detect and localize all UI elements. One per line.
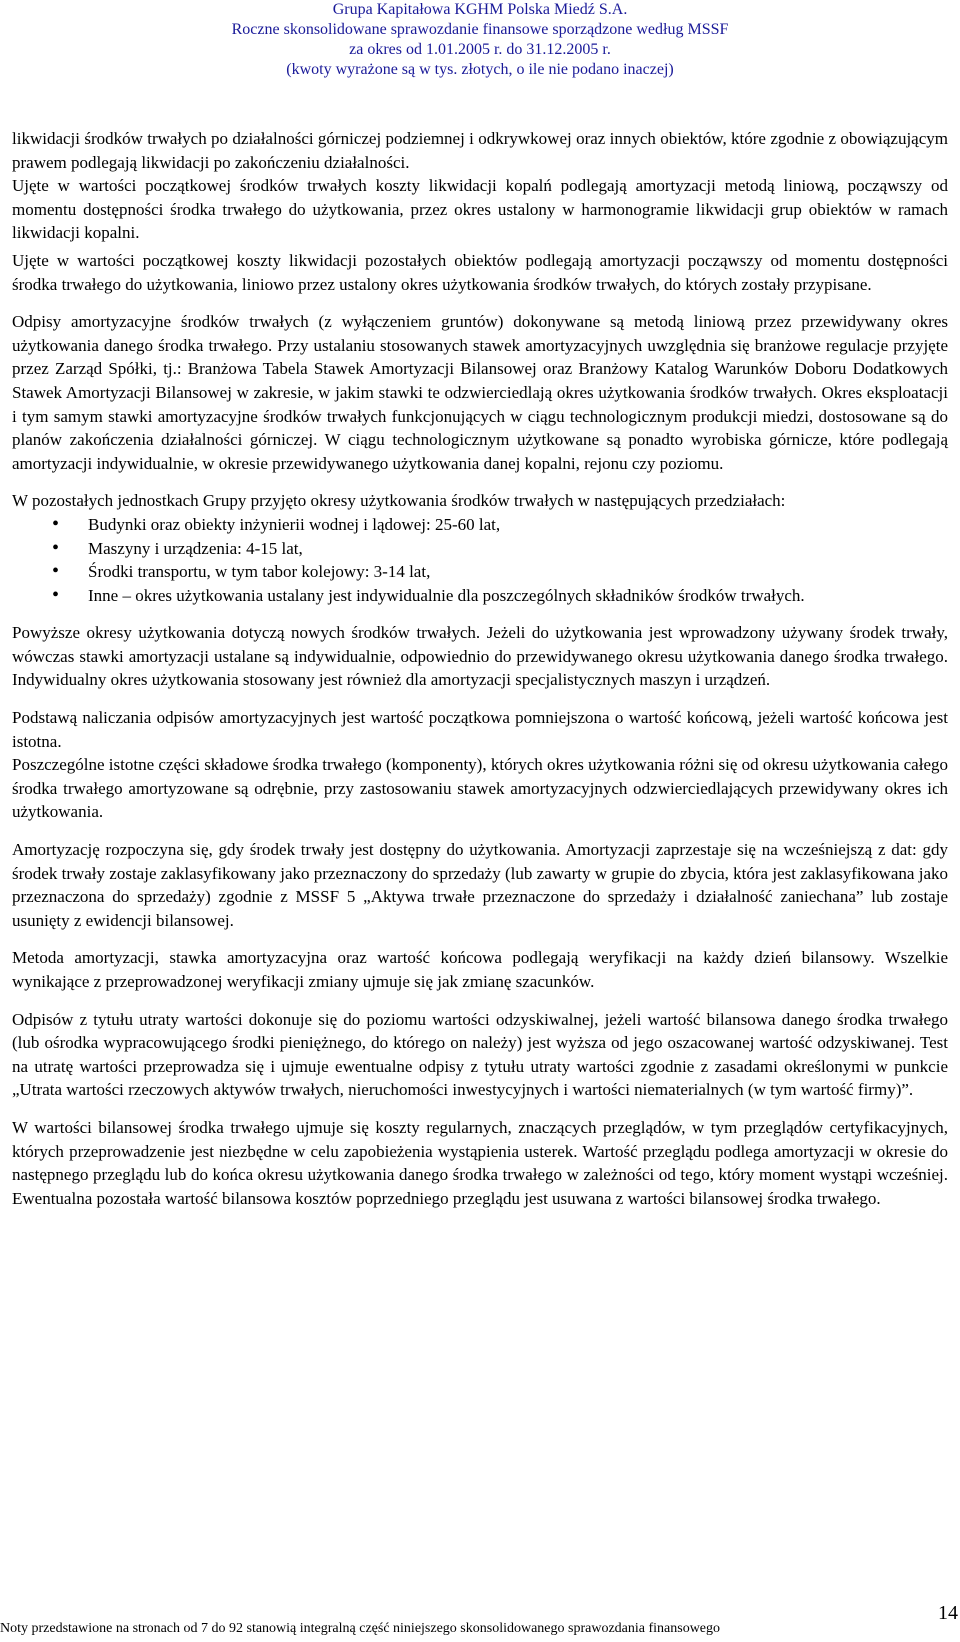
paragraph-mine-liquidation-depreciation: Ujęte w wartości początkowej środków trwałych koszty likwidacji kopalń podlegają amortyzacji metodą liniową, począwszy od momentu dostępności środka trwałego do użytkowania, przez okres ustalony w harmonogramie likwidacji grup obiektów w ramach likwidacji kopalni. (12, 176, 948, 243)
header-company: Grupa Kapitałowa KGHM Polska Miedź S.A. (332, 1, 628, 18)
footer-note: Noty przedstawione na stronach od 7 do 92 stanowią integralną część niniejszego skonsolidowanego sprawozdania finansowego (0, 1621, 721, 1636)
page-number: 14 (938, 1602, 958, 1624)
paragraph-verification: Metoda amortyzacji, stawka amortyzacyjna oraz wartość końcowa podlegają weryfikacji na każdy dzień bilansowy. Wszelkie wynikające z przeprowadzonej weryfikacji zmiany ujmuje się jak zmianę szacunków. (12, 948, 948, 991)
paragraph-depreciation-method: Odpisy amortyzacyjne środków trwałych (z wyłączeniem gruntów) dokonywane są metodą liniową przez przewidywany okres użytkowania danego środka trwałego. Przy ustalaniu stosowanych stawek amortyzacyjnych uwzględnia się branżowe regulacje przyjęte przez Zarząd Spółki, tj.: Branżowa Tabela Stawek Amortyzacji Bilansowej oraz Branżowy Katalog Warunków Doboru Dodatkowych Stawek Amortyzacji Bilansowej w zakresie, w jakim stawki te odzwierciedlają okres użytkowania środków trwałych. Okres eksploatacji i tym samym stawki amortyzacyjne środków trwałych funkcjonujących w ciągu technologicznym produkcji miedzi, dostosowane są do planów zakończenia działalności górniczej. W ciągu technologicznym użytkowane są ponadto wyrobiska górnicze, które podlegają amortyzacji indywidualnie, w okresie przewidywanego użytkowania danej kopalni, rejonu czy poziomu. (12, 312, 948, 473)
paragraph-used-assets: Powyższe okresy użytkowania dotyczą nowych środków trwałych. Jeżeli do użytkowania jest wprowadzony używany środek trwały, wówczas stawki amortyzacji ustalane są indywidualnie, odpowiednio do przewidywanego okresu użytkowania danego środka trwałego. Indywidualny okres użytkowania stosowany jest również dla amortyzacji specjalistycznych maszyn i urządzeń. (12, 623, 948, 690)
list-item: • Budynki oraz obiekty inżynierii wodnej i lądowej: 25-60 lat, (12, 513, 948, 537)
document-body (12, 127, 948, 1210)
paragraph-depreciation-base: Podstawą naliczania odpisów amortyzacyjnych jest wartość początkowa pomniejszona o wartość końcową, jeżeli wartość końcowa jest istotna. (12, 708, 948, 751)
paragraph-liquidation-intro: likwidacji środków trwałych po działalności górniczej podziemnej i odkrywkowej oraz innych obiektów, które zgodnie z obowiązującym prawem podlegają likwidacji po zakończeniu działalności. (12, 129, 948, 172)
paragraph-useful-life-intro: W pozostałych jednostkach Grupy przyjęto okresy użytkowania środków trwałych w następujących przedziałach: (12, 491, 786, 511)
header-period: za okres od 1.01.2005 r. do 31.12.2005 r. (349, 41, 611, 58)
paragraph-components: Poszczególne istotne części składowe środka trwałego (komponenty), których okres użytkowania różni się od okresu użytkowania całego środka trwałego amortyzowane są odrębnie, przy zastosowaniu stawek amortyzacyjnych odzwierciedlających przewidywany okres ich użytkowania. (12, 755, 948, 822)
header-currency-note: (kwoty wyrażone są w tys. złotych, o ile nie podano inaczej) (286, 61, 674, 78)
list-item: • Inne – okres użytkowania ustalany jest indywidualnie dla poszczególnych składników środków trwałych. (12, 584, 948, 608)
header-report-title: Roczne skonsolidowane sprawozdanie finansowe sporządzone według MSSF (231, 21, 729, 38)
list-item: • Środki transportu, w tym tabor kolejowy: 3-14 lat, (12, 560, 948, 584)
list-item: • Maszyny i urządzenia: 4-15 lat, (12, 537, 948, 561)
paragraph-inspections: W wartości bilansowej środka trwałego ujmuje się koszty regularnych, znaczących przeglądów, w tym przeglądów certyfikacyjnych, których przeprowadzenie jest niezbędne w celu zapobieżenia wystąpienia usterek. Wartość przeglądu podlega amortyzacji w okresie do następnego przeglądu lub do końca okresu użytkowania danego środka trwałego w zależności od tego, który moment wystąpi wcześniej. Ewentualna pozostała wartość bilansowa kosztów poprzedniego przeglądu jest usuwana z wartości bilansowej środka trwałego. (12, 1117, 948, 1208)
paragraph-impairment: Odpisów z tytułu utraty wartości dokonuje się do poziomu wartości odzyskiwalnej, jeżeli wartość bilansowa danego środka trwałego (lub ośrodka wypracowującego środki pieniężnego, do którego on należy) jest wyższa od jego oszacowanej wartość odzyskiwanej. Test na utratę wartości przeprowadza się i ujmuje ewentualne odpisy z tytułu utraty wartości zgodnie z zasadami określonymi w punkcie „Utrata wartości rzeczowych aktywów trwałych, nieruchomości inwestycyjnych i wartości niematerialnych (w tym wartość firmy)”. (12, 1009, 948, 1100)
useful-life-list (12, 513, 948, 607)
document-header (0, 0, 960, 80)
paragraph-other-objects-depreciation: Ujęte w wartości początkowej koszty likwidacji pozostałych obiektów podlegają amortyzacji począwszy od momentu dostępności środka trwałego do użytkowania, liniowo przez ustalony okres użytkowania środków trwałych, do których zostały przypisane. (12, 250, 948, 294)
paragraph-depreciation-start: Amortyzację rozpoczyna się, gdy środek trwały jest dostępny do użytkowania. Amortyzacji zaprzestaje się na wcześniejszą z dat: gdy środek trwały zostaje zaklasyfikowany jako przeznaczony do sprzedaży (lub zawarty w grupie do zbycia, która jest zaklasyfikowana jako przeznaczona do sprzedaży) zgodnie z MSSF 5 „Aktywa trwałe przeznaczone do sprzedaży i działalność zaniechana” lub zostaje usunięty z ewidencji bilansowej. (12, 840, 948, 930)
